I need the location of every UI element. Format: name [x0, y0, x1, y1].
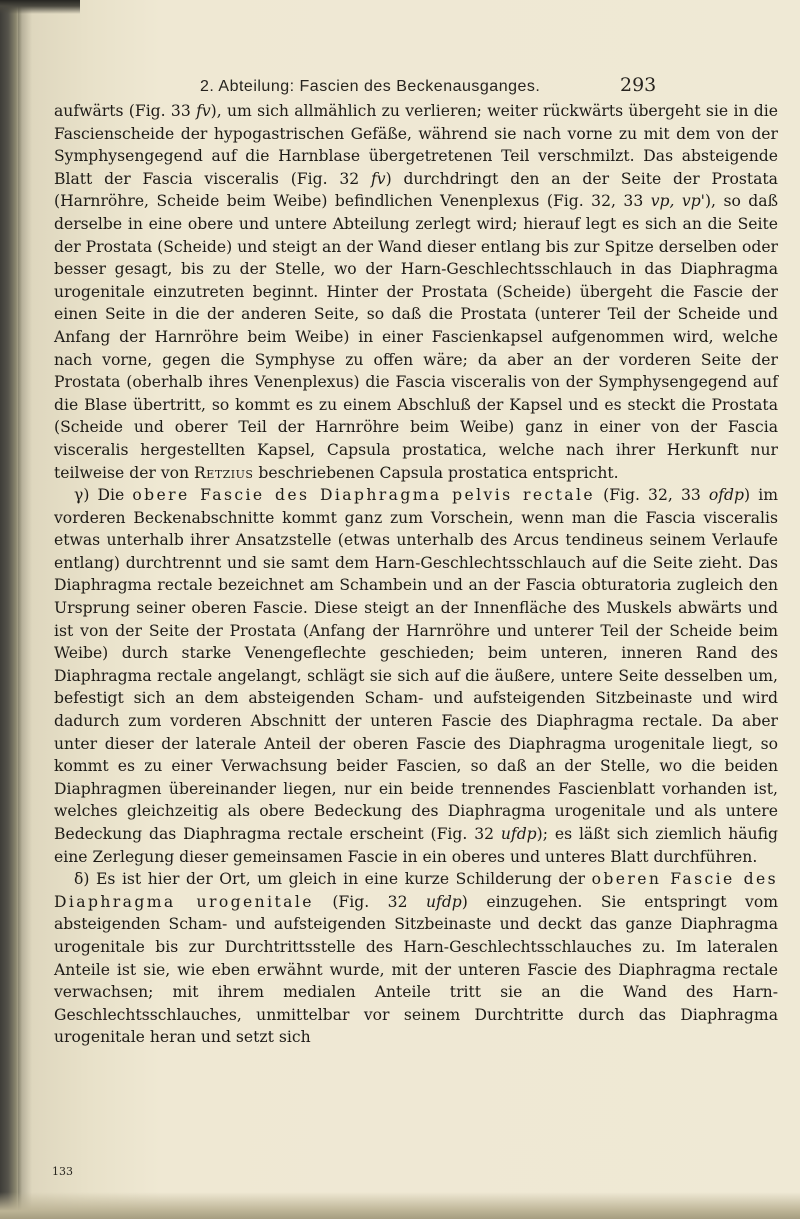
figure-label: fv: [370, 169, 386, 188]
page-top-corner: [0, 0, 80, 14]
figure-label: vp, vp': [650, 192, 705, 211]
page-binding-shadow: [18, 0, 32, 1219]
page-bottom-edge: [0, 1192, 800, 1219]
text-run: ); es läßt sich ziemlich häufig eine Zerlegung dieser gemeinsamen Fascie in ein oberes und unteres Blatt durchführen.: [54, 825, 778, 866]
section-heading: obere Fascie des Diaphragma pelvis rectale: [132, 486, 595, 505]
running-head: 2. Abteilung: Fascien des Beckenausganges.: [200, 78, 541, 95]
figure-label: fv: [196, 102, 211, 120]
figure-label: ufdp: [426, 892, 462, 911]
text-run: ) im vorderen Beckenabschnitte kommt ganz zum Vorschein, wenn man die Fascia visceralis etwas unterhalb ihrer Ansatzstelle (etwas unterhalb des Arcus tendineus seinem Verlaufe entlang) durchtrennt und sie samt dem Harn-Geschlechtsschlauch auf die Seite zieht. Das Diaphragma rectale bezeichnet am Schambein und an der Fascia obturatoria zugleich den Ursprung seiner oberen Fascie. Diese steigt an der Innenfläche des Muskels abwärts und ist von der Seite der Prostata (Anfang der Harnröhre und unterer Teil der Scheide beim Weibe) durch starke Venengeflechte geschieden; beim unteren, inneren Rand des Diaphragma rectale angelangt, schlägt sie sich auf die äußere, untere Seite desselben um, befestigt sich an dem absteigenden Scham- und aufsteigenden Sitzbeinaste und wird dadurch zum vorderen Abschnitt der unteren Fascie des Diaphragma rectale. Da aber unter dieser der laterale Anteil der oberen Fascie des Diaphragma urogenitale liegt, so kommt es zu einer Verwachsung beider Fascien, so daß an der Stelle, wo die beiden Diaphragmen übereinander liegen, nur ein beide trennendes Fascienblatt vorhanden ist, welches gleichzeitig als obere Bedeckung des Diaphragma urogenitale und als untere Bedeckung das Diaphragma rectale erscheint (Fig. 32: [54, 486, 778, 843]
paragraph-gamma: [54, 484, 778, 868]
text-run: ), so daß derselbe in eine obere und untere Abteilung zerlegt wird; hierauf legt es sich an die Seite der Prostata (Scheide) und steigt an der Wand dieser entlang bis zur Spitze derselben oder besser gesagt, bis zu der Stelle, wo der Harn-Geschlechtsschlauch in das Diaphragma urogenitale einzutreten beginnt. Hinter der Prostata (Scheide) übergeht die Fascie der einen Seite in die der anderen Seite, so daß die Prostata (unterer Teil der Scheide und Anfang der Harnröhre beim Weibe) in einer Fascienkapsel aufgenommen wird, welche nach vorne, gegen die Symphyse zu offen wäre; da aber an der vorderen Seite der Prostata (oberhalb ihres Venenplexus) die Fascia visceralis von der Symphysengegend auf die Blase übertritt, so kommt es zu einem Abschluß der Kapsel und es steckt die Prostata (Scheide und oberer Teil der Harnröhre beim Weibe) ganz in einer von der Fascia visceralis hergestellten Kapsel, Capsula prostatica, welche nach ihrer Herkunft nur teilweise der von: [54, 192, 778, 482]
section-heading: oberen Fascie des Diaphragma urogenitale: [54, 870, 778, 911]
text-run: beschriebenen Capsula prostatica entspricht.: [253, 463, 619, 482]
printer-signature: 133: [52, 1165, 73, 1178]
text-body: [54, 100, 778, 1049]
text-run: (Fig. 32, 33: [595, 486, 709, 505]
page-number: 293: [620, 74, 657, 96]
text-run: γ) Die: [74, 486, 133, 505]
figure-label: ufdp: [500, 825, 537, 843]
text-run: ) durchdringt den an der Seite der Prostata (Harnröhre, Scheide beim Weibe) befindlichen Venenplexus (Fig. 32, 33: [54, 169, 778, 211]
text-run: ) einzugehen. Sie entspringt vom absteigenden Scham- und aufsteigenden Sitzbeinaste und deckt das ganze Diaphragma urogenitale bis zur Durchtrittsstelle des Harn-Geschlechtsschlauches zu. Im lateralen Anteile ist sie, wie eben erwähnt wurde, mit der unteren Fascie des Diaphragma rectale verwachsen; mit ihrem medialen Anteile tritt sie an die Wand des Harn-Geschlechtsschlauches, unmittelbar vor seinem Durchtritte durch das Diaphragma urogenitale heran und setzt sich: [54, 892, 779, 1047]
text-run: δ) Es ist hier der Ort, um gleich in eine kurze Schilderung der: [74, 870, 592, 889]
text-run: ), um sich allmählich zu verlieren; weiter rückwärts übergeht sie in die Fascienscheide der hypogastrischen Gefäße, während sie nach vorne zu mit dem von der Symphysengegend auf die Harnblase übergetretenen Teil verschmilzt. Das absteigende Blatt der Fascia visceralis (Fig. 32: [54, 102, 778, 188]
text-run: (Fig. 32: [313, 892, 427, 911]
paragraph-delta: [54, 868, 778, 1049]
paragraph-capsula-prostatica: [54, 100, 778, 484]
text-run: aufwärts (Fig. 33: [54, 102, 197, 120]
figure-label: ofdp: [708, 486, 745, 505]
author-name: Retzius: [194, 463, 254, 482]
